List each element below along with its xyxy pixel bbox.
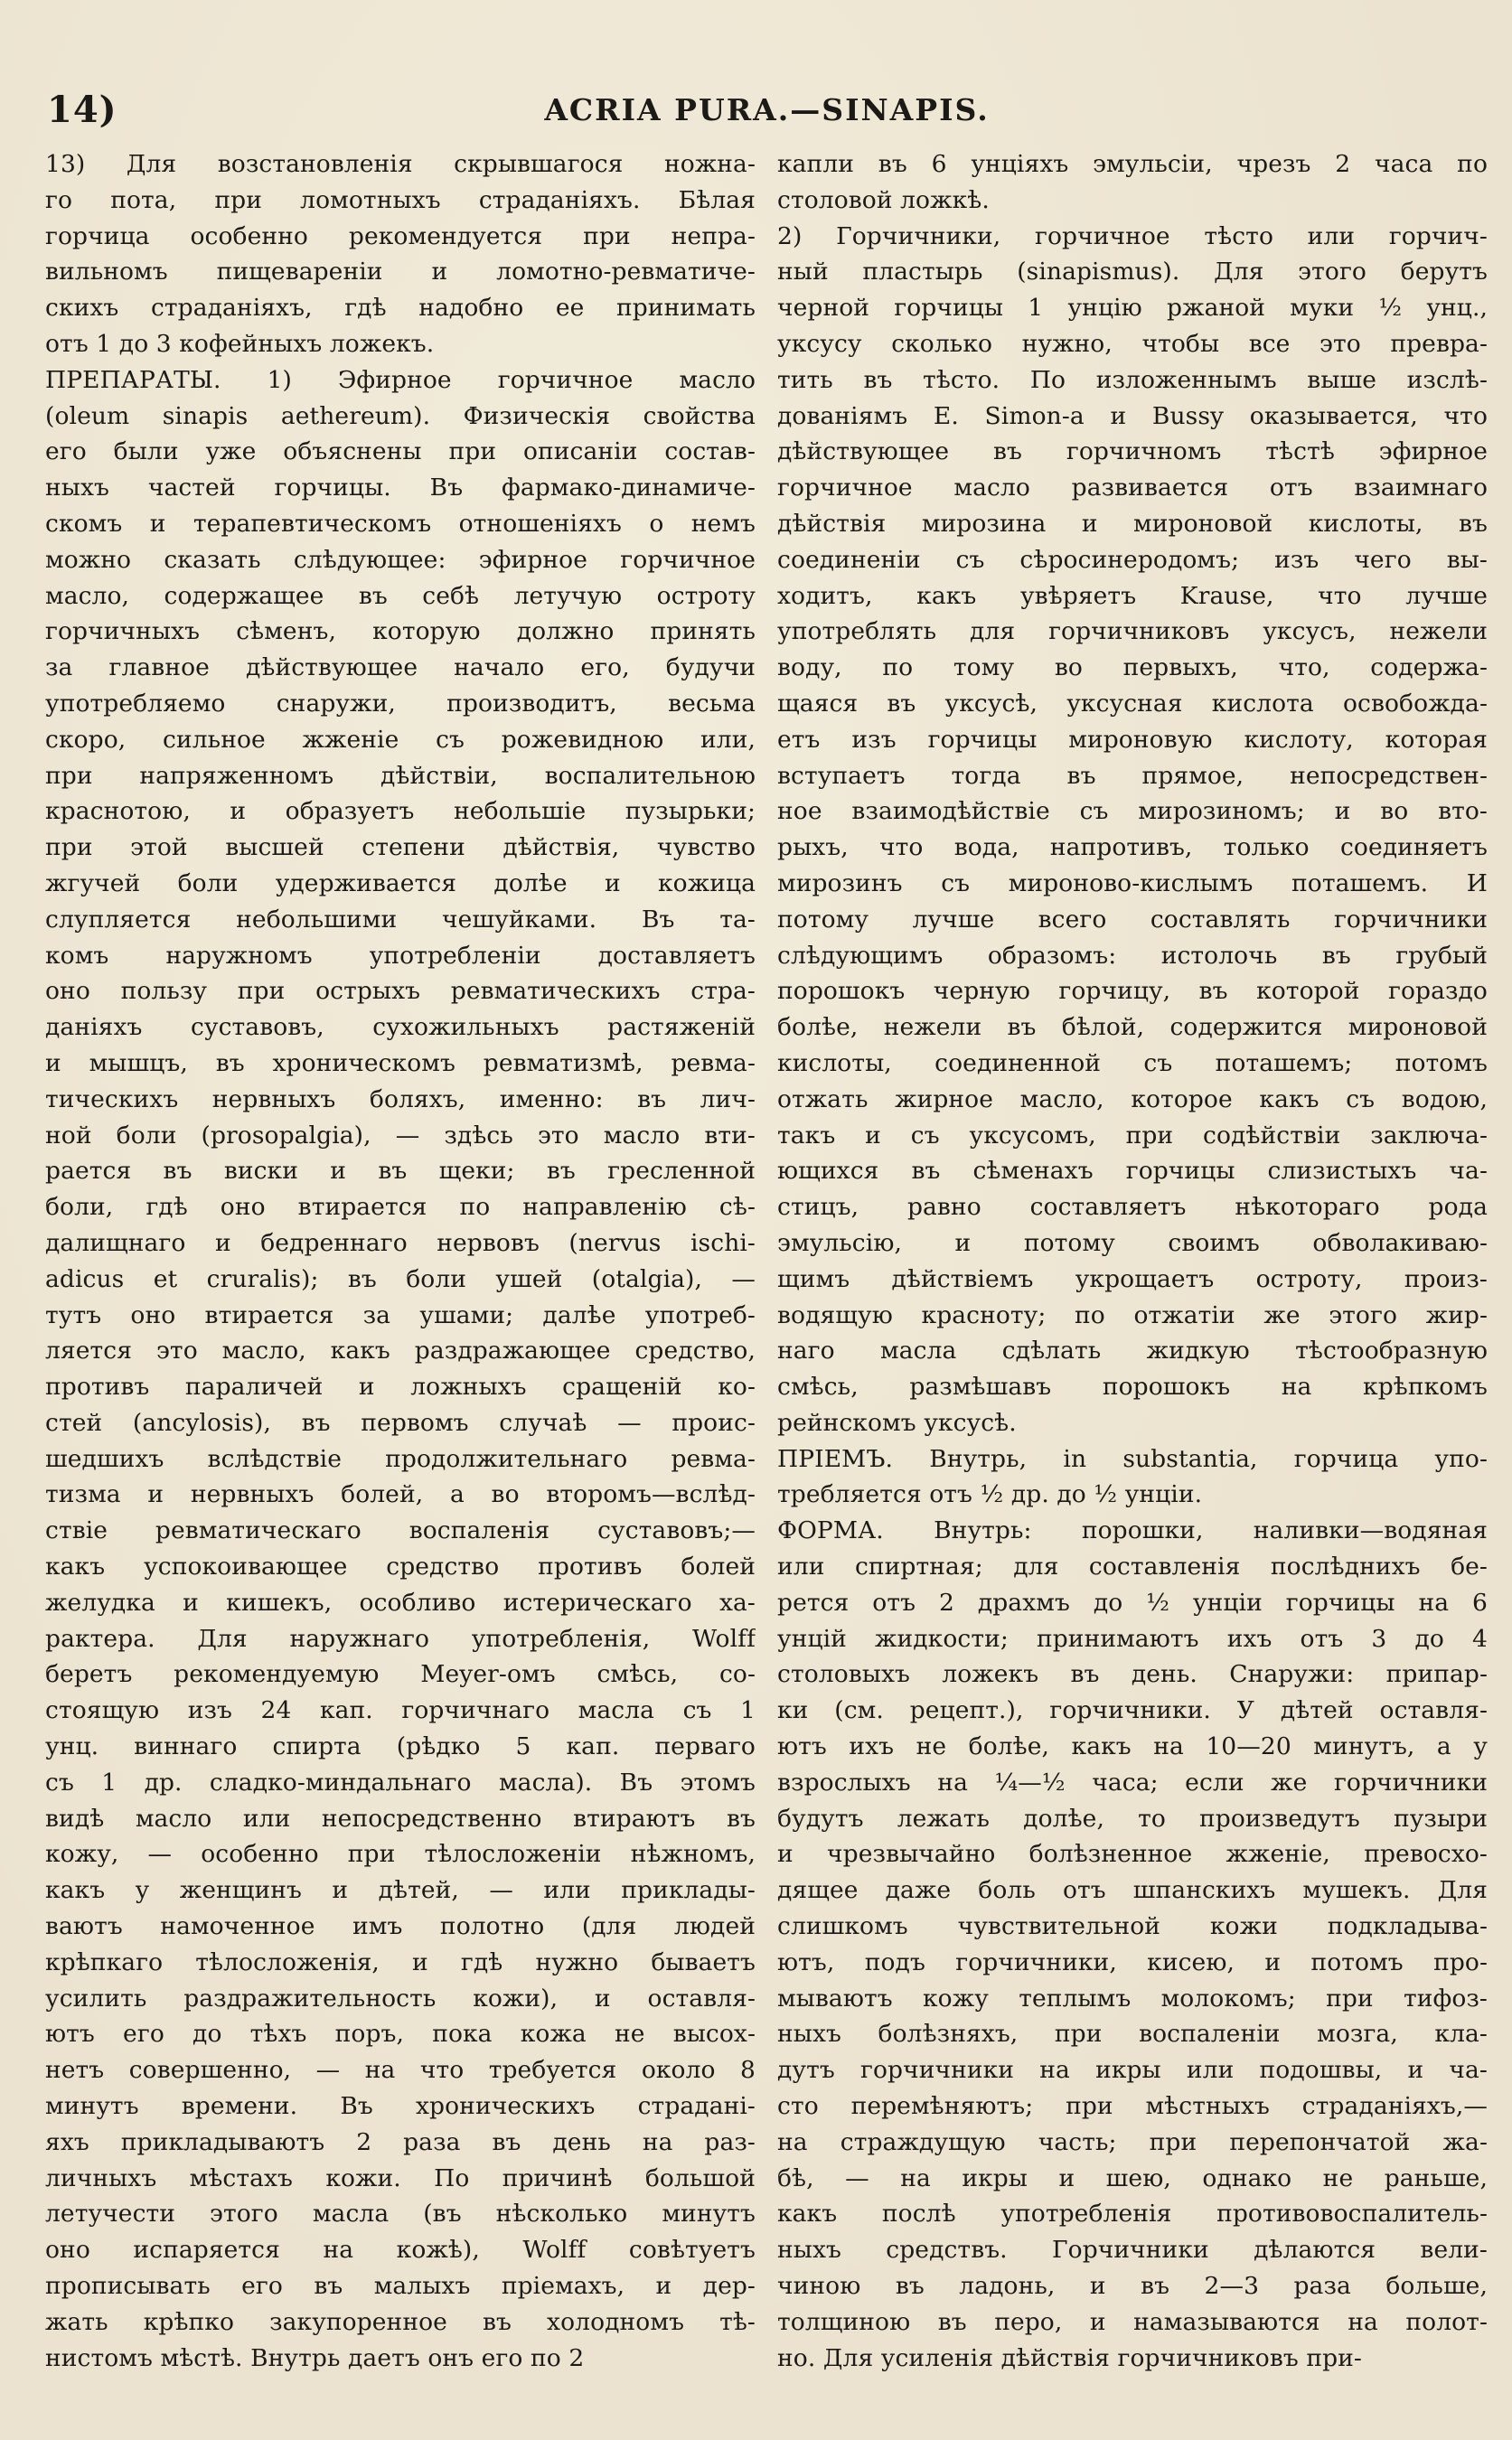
text-line: беретъ рекомендуемую Meyer-омъ смѣсь, со- <box>45 1660 756 1689</box>
text-line: ной боли (prosopalgia), — здѣсь это масло вти- <box>45 1121 756 1150</box>
text-line: прописывать его въ малыхъ пріемахъ, и дер- <box>45 2272 756 2301</box>
text-line: ФОРМА. Внутрь: порошки, наливки—водяная <box>777 1516 1488 1545</box>
text-line: скоро, сильное жженіе съ рожевидною или, <box>45 725 756 754</box>
text-line: рыхъ, что вода, напротивъ, только соединяетъ <box>777 833 1488 862</box>
text-line: употреблять для горчичниковъ уксусъ, нежели <box>777 617 1488 646</box>
text-line: противъ параличей и ложныхъ сращеній ко- <box>45 1373 756 1402</box>
text-line: летучести этого масла (въ нѣсколько минутъ <box>45 2200 756 2229</box>
text-line: смѣсь, размѣшавъ порошокъ на крѣпкомъ <box>777 1373 1488 1402</box>
text-line: ютъ, подъ горчичники, кисею, и потомъ про- <box>777 1947 1488 1976</box>
text-line: рется отъ 2 драхмъ до ½ унціи горчицы на 6 <box>777 1588 1488 1617</box>
text-columns <box>45 146 1489 2433</box>
text-line: или спиртная; для составленія послѣднихъ бе- <box>777 1553 1488 1581</box>
text-line: скомъ и терапевтическомъ отношеніяхъ о немъ <box>45 509 756 538</box>
text-line: оно испаряется на кожѣ), Wolff совѣтуетъ <box>45 2236 756 2265</box>
text-line: дованіямъ E. Simon-а и Bussy оказывается, что <box>777 401 1488 430</box>
text-line: го пота, при ломотныхъ страданіяхъ. Бѣлая <box>45 185 756 214</box>
text-line: и чрезвычайно болѣзненное жженіе, превосхо- <box>777 1840 1488 1869</box>
text-line: при напряженномъ дѣйствіи, воспалительною <box>45 761 756 790</box>
text-line: отъ 1 до 3 кофейныхъ ложекъ. <box>45 329 435 358</box>
text-line: дѣйствующее въ горчичномъ тѣстѣ эфирное <box>777 437 1488 466</box>
text-line: при этой высшей степени дѣйствія, чувство <box>45 833 756 862</box>
text-line: рактера. Для наружнаго употребленія, Wolff <box>45 1624 756 1653</box>
text-line: ки (см. рецепт.), горчичники. У дѣтей оставля- <box>777 1696 1488 1725</box>
running-title: ACRIA PURA.—SINAPIS. <box>544 92 990 127</box>
text-line: потому лучше всего составлять горчичники <box>777 905 1488 934</box>
text-line: бѣ, — на икры и шею, однако не раньше, <box>777 2163 1488 2192</box>
text-line: какъ у женщинъ и дѣтей, — или приклады- <box>45 1876 756 1905</box>
text-line: далищнаго и бедреннаго нервовъ (nervus ischi- <box>45 1228 756 1257</box>
text-line: наго масла сдѣлать жидкую тѣстообразную <box>777 1337 1488 1365</box>
text-line: стоящую изъ 24 кап. горчичнаго масла съ 1 <box>45 1696 756 1725</box>
text-line: какъ послѣ употребленія противовоспалитель- <box>777 2200 1488 2229</box>
text-line: ПРЕПАРАТЫ. 1) Эфирное горчичное масло <box>45 365 756 394</box>
text-line: ютъ ихъ не болѣе, какъ на 10—20 минутъ, а у <box>777 1732 1488 1761</box>
text-line: ныхъ средствъ. Горчичники дѣлаются вели- <box>777 2236 1488 2265</box>
text-line: ное взаимодѣйствіе съ мирозиномъ; и во вто- <box>777 797 1488 826</box>
text-line: жать крѣпко закупоренное въ холодномъ тѣ- <box>45 2307 756 2336</box>
text-line: щаяся въ уксусѣ, уксусная кислота освобожда- <box>777 689 1488 718</box>
text-line: слѣдующимъ образомъ: истолочь въ грубый <box>777 941 1488 970</box>
text-line: вступаетъ тогда въ прямое, непосредствен- <box>777 761 1488 790</box>
text-line: соединеніи съ сѣросинеродомъ; изъ чего вы- <box>777 545 1488 574</box>
text-line: рейнскомъ уксусѣ. <box>777 1408 1017 1437</box>
text-line: горчичное масло развивается отъ взаимнаго <box>777 474 1488 502</box>
text-line: съ 1 др. сладко-миндальнаго масла). Въ этомъ <box>45 1768 756 1797</box>
text-line: видѣ масло или непосредственно втираютъ въ <box>45 1804 756 1833</box>
text-line: ходитъ, какъ увѣряетъ Krause, что лучше <box>777 581 1488 610</box>
text-line: крѣпкаго тѣлосложенія, и гдѣ нужно бываетъ <box>45 1947 756 1976</box>
text-line: нетъ совершенно, — на что требуется около 8 <box>45 2056 756 2085</box>
text-line: дящее даже боль отъ шпанскихъ мушекъ. Для <box>777 1876 1488 1905</box>
text-line: ныхъ болѣзняхъ, при воспаленіи мозга, кла- <box>777 2020 1488 2049</box>
text-line: adicus et cruralis); въ боли ушей (otalgia), — <box>45 1264 756 1293</box>
text-line: краснотою, и образуетъ небольшіе пузырьки; <box>45 797 756 826</box>
text-line: унц. виннаго спирта (рѣдко 5 кап. перваго <box>45 1732 756 1761</box>
text-line: употребляемо снаружи, производитъ, весьма <box>45 689 756 718</box>
text-line: тутъ оно втирается за ушами; далѣе употреб- <box>45 1300 756 1329</box>
text-line: масло, содержащее въ себѣ летучую остроту <box>45 581 756 610</box>
text-line: комъ наружномъ употребленіи доставляетъ <box>45 941 756 970</box>
text-line: рается въ виски и въ щеки; въ гресленной <box>45 1157 756 1186</box>
text-line: вильномъ пищевареніи и ломотно-ревматиче- <box>45 258 756 286</box>
text-line: ляется это масло, какъ раздражающее средство, <box>45 1337 756 1365</box>
text-line: желудка и кишекъ, особливо истерическаго ха- <box>45 1588 756 1617</box>
text-line: болѣе, нежели въ бѣлой, содержится мироновой <box>777 1013 1488 1042</box>
text-line: и мышцъ, въ хроническомъ ревматизмѣ, ревма- <box>45 1048 756 1077</box>
text-line: дѣйствія мирозина и мироновой кислоты, въ <box>777 509 1488 538</box>
right-column <box>777 146 1488 2433</box>
text-line: тить въ тѣсто. По изложеннымъ выше изслѣ- <box>777 365 1488 394</box>
text-line: черной горчицы 1 унцію ржаной муки ½ унц., <box>777 294 1488 323</box>
left-column <box>45 146 756 2433</box>
text-line: унцій жидкости; принимаютъ ихъ отъ 3 до 4 <box>777 1624 1488 1653</box>
text-line: но. Для усиленія дѣйствія горчичниковъ при- <box>777 2343 1362 2372</box>
text-line: столовой ложкѣ. <box>777 185 990 214</box>
text-line: будутъ лежать долѣе, то произведутъ пузыри <box>777 1804 1488 1833</box>
text-line: горчичныхъ сѣменъ, которую должно принять <box>45 617 756 646</box>
text-line: стицъ, равно составляетъ нѣкотораго рода <box>777 1193 1488 1222</box>
text-line: минутъ времени. Въ хроническихъ страданi- <box>45 2092 756 2121</box>
text-line: ный пластырь (sinapismus). Для этого берутъ <box>777 258 1488 286</box>
text-line: кислоты, соединенной съ поташемъ; потомъ <box>777 1048 1488 1077</box>
text-line: даніяхъ суставовъ, сухожильныхъ растяженій <box>45 1013 756 1042</box>
text-line: 2) Горчичники, горчичное тѣсто или горчич- <box>777 221 1488 250</box>
text-line: 13) Для возстановленія скрывшагося ножна- <box>45 150 756 178</box>
text-line: стей (ancylosis), въ первомъ случаѣ — проис- <box>45 1408 756 1437</box>
text-line: сто перемѣняютъ; при мѣстныхъ страданіяхъ,— <box>777 2092 1488 2121</box>
text-line: етъ изъ горчицы мироновую кислоту, которая <box>777 725 1488 754</box>
text-line: эмульсiю, и потому своимъ обволакиваю- <box>777 1228 1488 1257</box>
text-line: (oleum sinapis aethereum). Физическія свойства <box>45 401 756 430</box>
text-line: взрослыхъ на ¼—½ часа; если же горчичники <box>777 1768 1488 1797</box>
text-line: уксусу сколько нужно, чтобы все это превра- <box>777 329 1488 358</box>
page-number: 14) <box>47 89 117 131</box>
text-line: щимъ дѣйствіемъ укрощаетъ остроту, произ- <box>777 1264 1488 1293</box>
text-line: отжать жирное масло, которое какъ съ водою, <box>777 1084 1488 1113</box>
text-line: кожу, — особенно при тѣлосложеніи нѣжномъ, <box>45 1840 756 1869</box>
text-line: тизма и нервныхъ болей, а во второмъ—вслѣд- <box>45 1480 756 1509</box>
text-line: требляется отъ ½ др. до ½ унціи. <box>777 1480 1203 1509</box>
text-line: оно пользу при острыхъ ревматическихъ стра- <box>45 977 756 1006</box>
text-line: такъ и съ уксусомъ, при содѣйствіи заключа- <box>777 1121 1488 1150</box>
text-line: ваютъ намоченное имъ полотно (для людей <box>45 1912 756 1941</box>
text-line: мирозинъ съ мироново-кислымъ поташемъ. И <box>777 868 1488 897</box>
text-line: яхъ прикладываютъ 2 раза въ день на раз- <box>45 2127 756 2156</box>
text-line: нистомъ мѣстѣ. Внутрь даетъ онъ его по 2 <box>45 2343 585 2372</box>
text-line: водящую красноту; по отжатіи же этого жир- <box>777 1300 1488 1329</box>
text-line: ствіе ревматическаго воспаленія суставовъ;— <box>45 1516 756 1545</box>
text-line: горчица особенно рекомендуется при непра- <box>45 221 756 250</box>
text-line: капли въ 6 унціяхъ эмульсіи, чрезъ 2 часа по <box>777 150 1488 178</box>
text-line: мываютъ кожу теплымъ молокомъ; при тифоз- <box>777 1984 1488 2013</box>
text-line: столовыхъ ложекъ въ день. Снаружи: припар- <box>777 1660 1488 1689</box>
text-line: толщиною въ перо, и намазываются на полот- <box>777 2307 1488 2336</box>
text-line: шедшихъ вслѣдствіе продолжительнаго ревма- <box>45 1444 756 1473</box>
text-line: ютъ его до тѣхъ поръ, пока кожа не высох- <box>45 2020 756 2049</box>
text-line: слишкомъ чувствительной кожи подкладыва- <box>777 1912 1488 1941</box>
text-line: личныхъ мѣстахъ кожи. По причинѣ большой <box>45 2163 756 2192</box>
text-line: боли, гдѣ оно втирается по направленію сѣ- <box>45 1193 756 1222</box>
text-line: порошокъ черную горчицу, въ которой гораздо <box>777 977 1488 1006</box>
text-line: скихъ страданіяхъ, гдѣ надобно ее принимать <box>45 294 756 323</box>
text-line: воду, по тому во первыхъ, что, содержа- <box>777 653 1488 682</box>
text-line: какъ успокоивающее средство противъ болей <box>45 1553 756 1581</box>
text-line: его были уже объяснены при описаніи состав- <box>45 437 756 466</box>
text-line: ющихся въ сѣменахъ горчицы слизистыхъ ча- <box>777 1157 1488 1186</box>
text-line: чиною въ ладонь, и въ 2—3 раза больше, <box>777 2272 1488 2301</box>
text-line: за главное дѣйствующее начало его, будучи <box>45 653 756 682</box>
running-head <box>45 89 1489 132</box>
text-line: тическихъ нервныхъ боляхъ, именно: въ лич- <box>45 1084 756 1113</box>
text-line: дутъ горчичники на икры или подошвы, и ча- <box>777 2056 1488 2085</box>
text-line: можно сказать слѣдующее: эфирное горчичное <box>45 545 756 574</box>
text-line: на страждущую часть; при перепончатой жа- <box>777 2127 1488 2156</box>
text-line: слупляется небольшими чешуйками. Въ та- <box>45 905 756 934</box>
text-line: ныхъ частей горчицы. Въ фармако-динамиче- <box>45 474 756 502</box>
text-line: усилить раздражительность кожи), и оставля- <box>45 1984 756 2013</box>
text-line: жгучей боли удерживается долѣе и кожица <box>45 868 756 897</box>
text-line: ПРІЕМЪ. Внутрь, in substantia, горчица упо- <box>777 1444 1488 1473</box>
